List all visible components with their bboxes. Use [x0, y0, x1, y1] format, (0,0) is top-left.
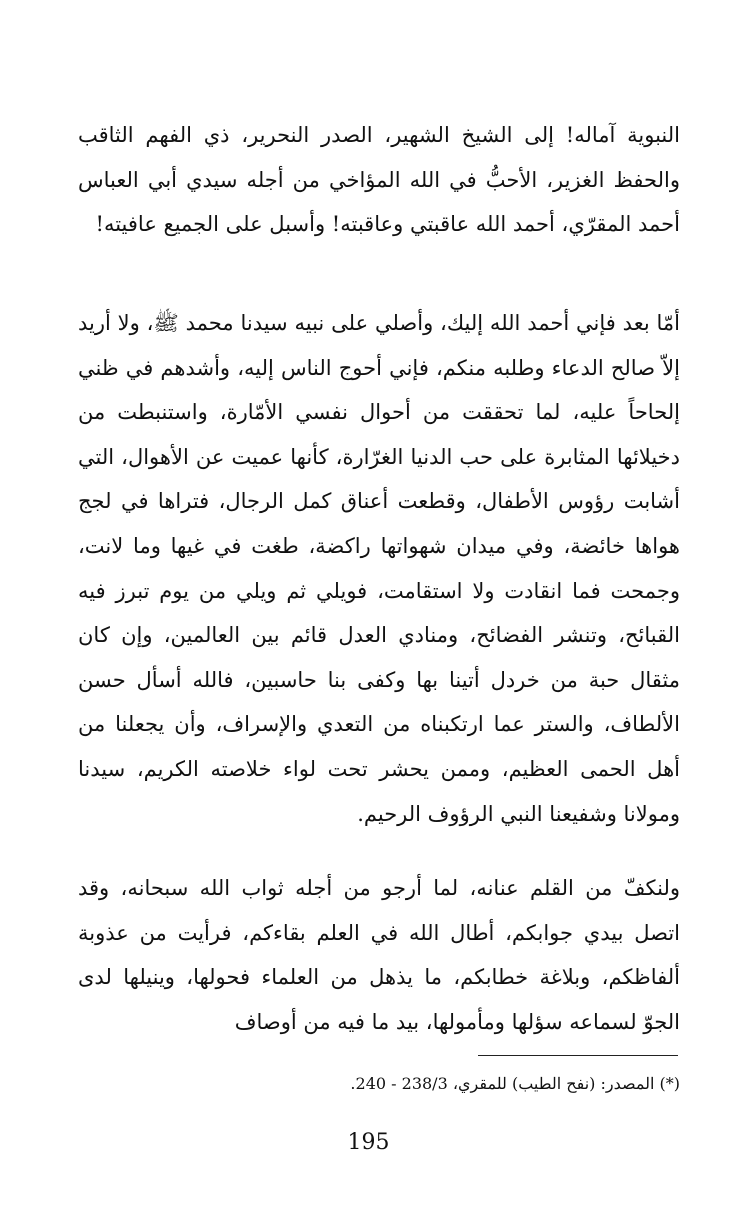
footnote-divider [478, 1055, 678, 1056]
page-number: 195 [347, 1130, 390, 1155]
paragraph-3: ولنكفّ من القلم عنانه، لما أرجو من أجله ثواب الله سبحانه، وقد اتصل بيدي جوابكم، أطال الله في العلم بقاءكم، فرأيت من عذوبة ألفاظكم، وبلاغة خطابكم، ما يذهل من العلماء فحولها، وينيلها لدى الجوّ لسماعه سؤلها ومأمولها، بيد ما فيه من أوصاف [78, 876, 680, 1034]
paragraph-1: النبوية آماله! إلى الشيخ الشهير، الصدر النحرير، ذي الفهم الثاقب والحفظ الغزير، الأحبُّ في الله المؤاخي من أجله سيدي أبي العباس أحمد المقرّي، أحمد الله عاقبتي وعاقبته! وأسبل على الجميع عافيته! [78, 123, 680, 237]
paragraph-2: أمّا بعد فإني أحمد الله إليك، وأصلي على نبيه سيدنا محمد ﷺ، ولا أريد إلاّ صالح الدعاء وطلبه منكم، فإني أحوج الناس إليه، وأشدهم في ظني إلحاحاً عليه، لما تحققت من أحوال نفسي الأمّارة، واستنبطت من دخيلائها المثابرة على حب الدنيا الغرّارة، كأنها عميت عن الأهوال، التي أشابت رؤوس الأطفال، وقطعت أعناق كمل الرجال، فتراها في لجج هواها خائضة، وفي ميدان شهواتها راكضة، طغت في غيها وما لانت، وجمحت فما انقادت ولا استقامت، فويلي ثم ويلي من يوم تبرز فيه القبائح، وتنشر الفضائح، ومنادي العدل قائم بين العالمين، وإن كان مثقال حبة من خردل أتينا بها وكفى بنا حاسبين، فالله أسأل حسن الألطاف، والستر عما ارتكبناه من التعدي والإسراف، وأن يجعلنا من أهل الحمى العظيم، وممن يحشر تحت لواء خلاصته الكريم، سيدنا ومولانا وشفيعنا النبي الرؤوف الرحيم. [78, 311, 681, 826]
footnote: (*) المصدر: (نفح الطيب) للمقري، 238/3 - 240. [350, 1074, 680, 1093]
